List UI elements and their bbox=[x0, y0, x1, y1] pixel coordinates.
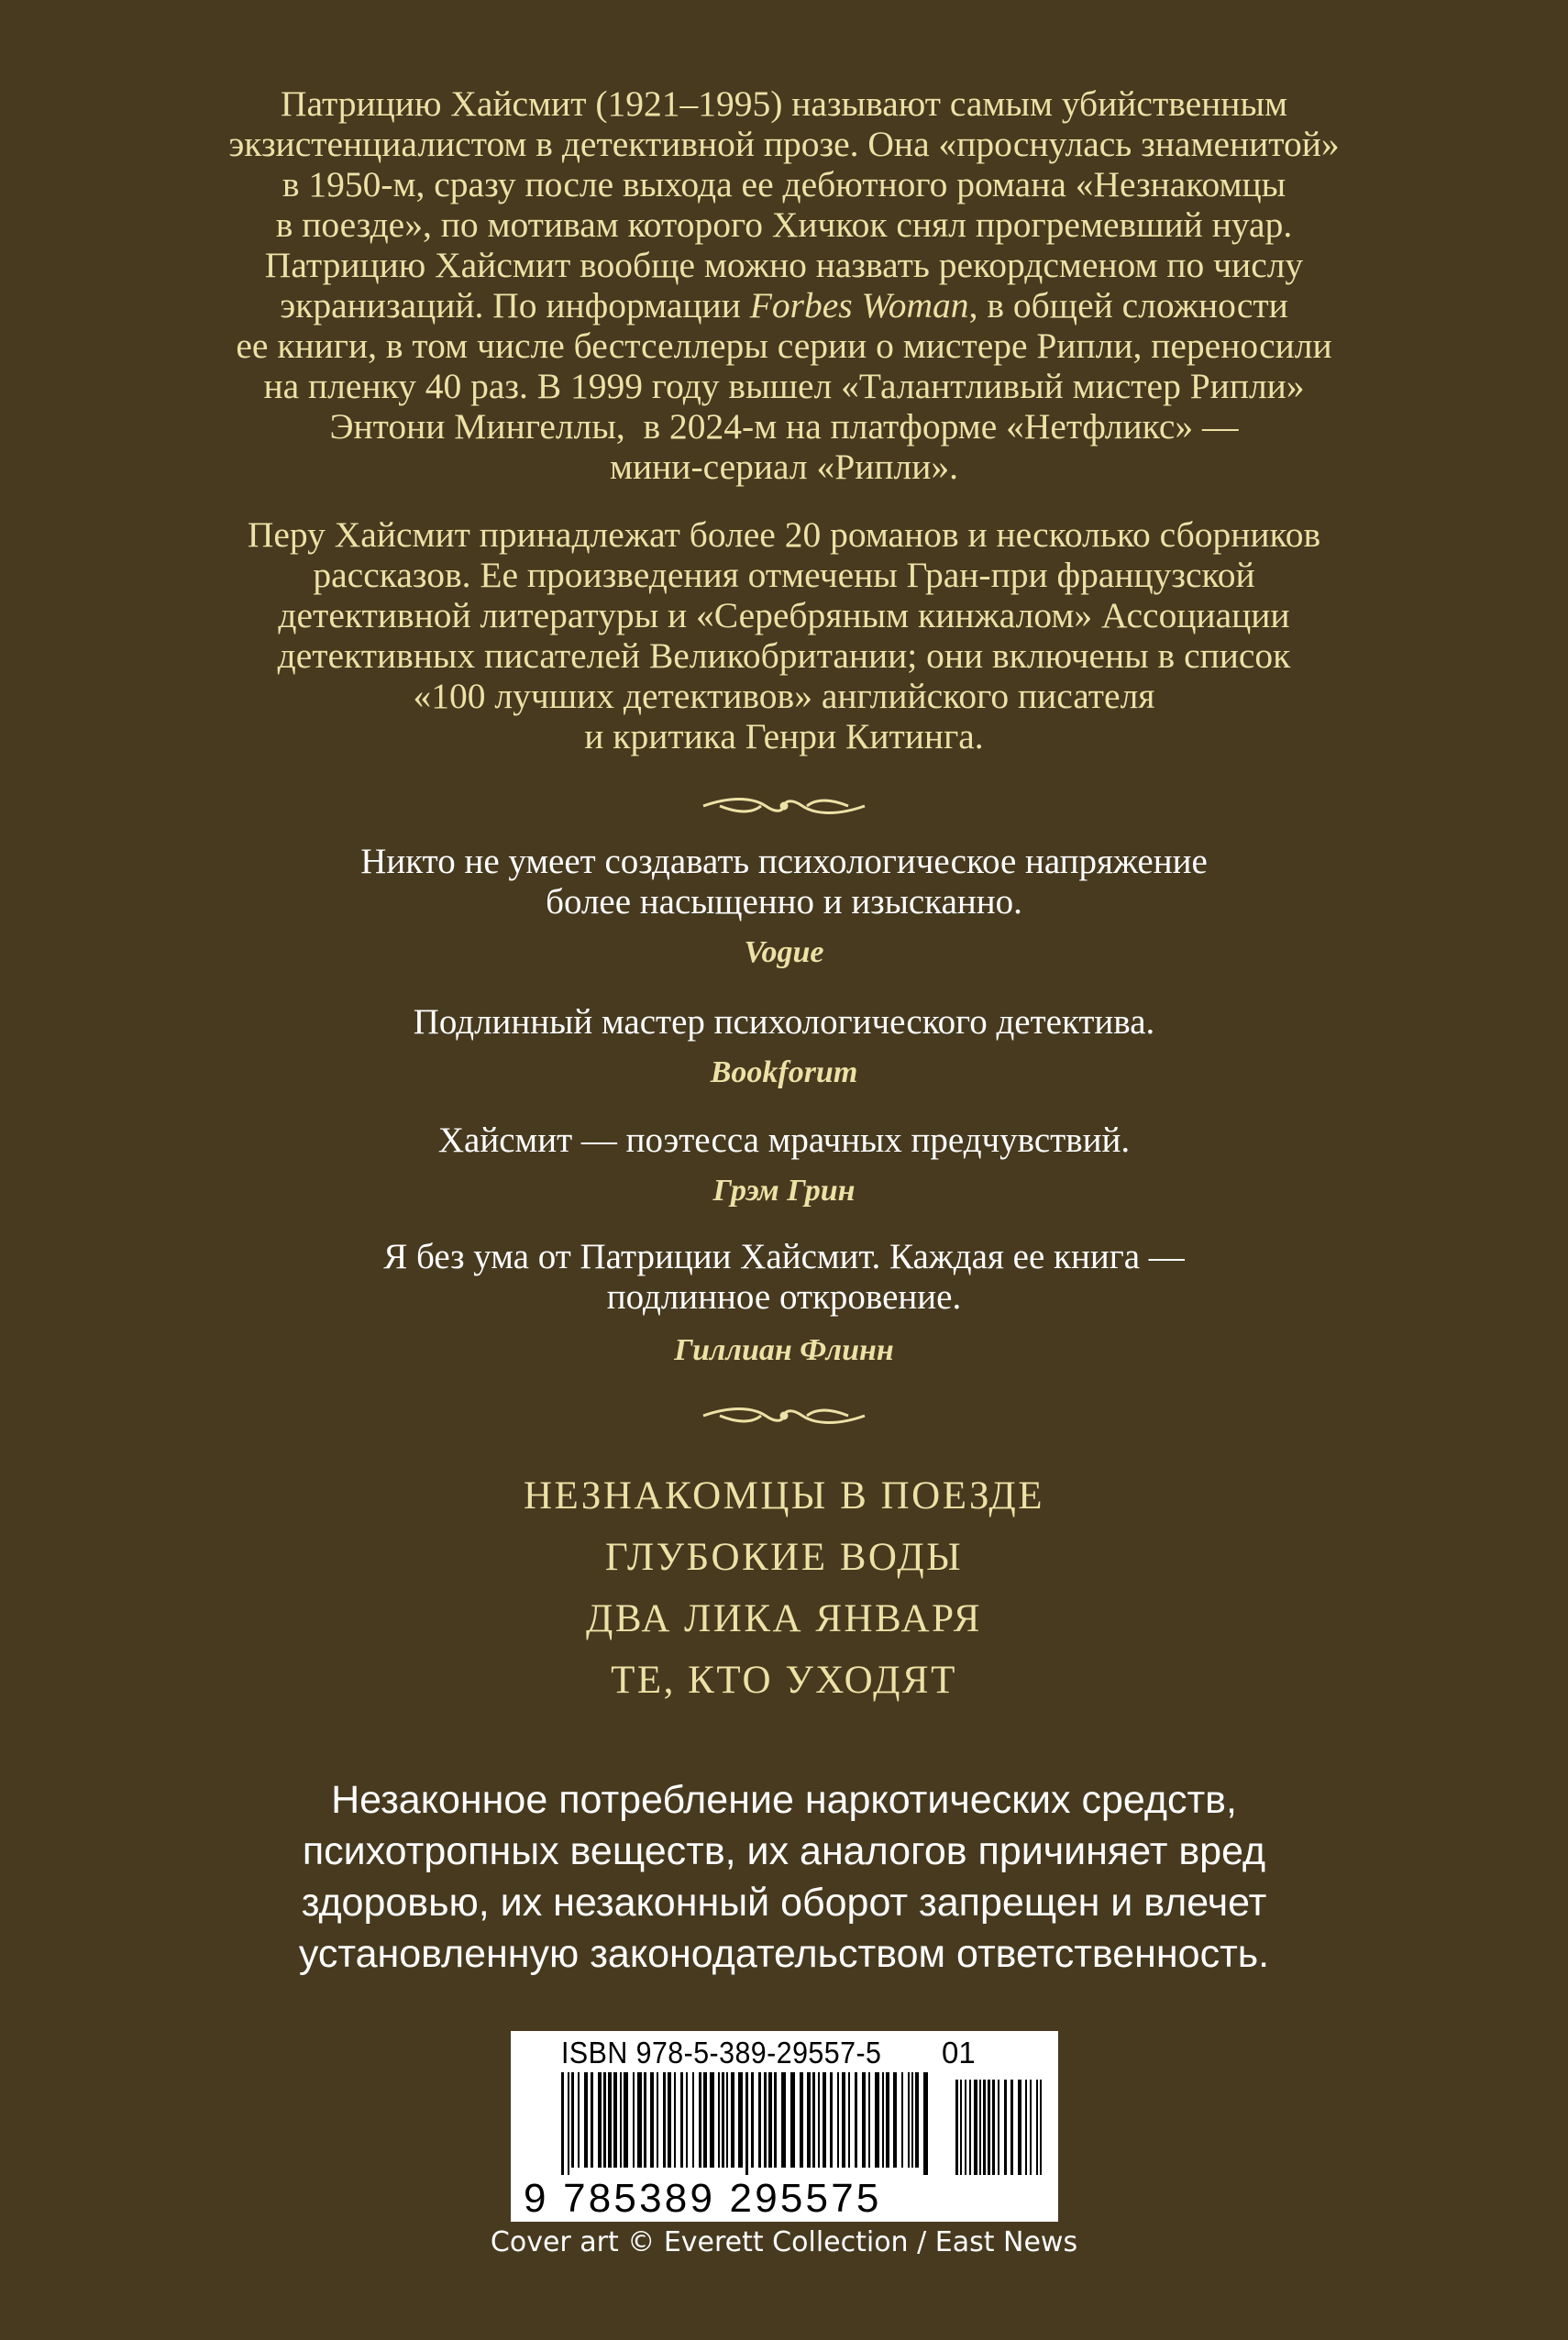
bio-line: детективной литературы и «Серебряным кинжалом» Ассоциации bbox=[278, 595, 1290, 635]
quote-line: более насыщенно и изысканно. bbox=[546, 882, 1022, 922]
barcode-bar bbox=[768, 2072, 772, 2168]
barcode-bar bbox=[591, 2072, 593, 2168]
quote-1-source: Vogue bbox=[744, 935, 824, 969]
barcode-bar bbox=[624, 2072, 628, 2168]
barcode-bar bbox=[578, 2072, 580, 2168]
barcode-bar bbox=[731, 2072, 734, 2168]
quote-1-text bbox=[0, 842, 1568, 922]
isbn-number: ISBN 978-5-389-29557-5 bbox=[561, 2036, 882, 2070]
barcode-addon-bar bbox=[1004, 2080, 1007, 2175]
barcode-bar bbox=[710, 2072, 714, 2168]
bio-line: и критика Генри Китинга. bbox=[584, 716, 984, 756]
quote-4-source: Гиллиан Флинн bbox=[674, 1333, 894, 1367]
barcode-bar bbox=[571, 2072, 574, 2168]
barcode-bar bbox=[738, 2072, 743, 2168]
barcode-addon-bar bbox=[998, 2080, 999, 2175]
barcode-bar bbox=[603, 2072, 606, 2168]
barcode-addon-bar bbox=[1040, 2080, 1042, 2175]
barcode-addon-bar bbox=[983, 2080, 986, 2175]
barcode-bar bbox=[781, 2072, 786, 2168]
bio-line: «100 лучших детективов» английского писателя bbox=[413, 676, 1155, 716]
barcode-bar bbox=[584, 2072, 588, 2168]
barcode-bar bbox=[868, 2072, 870, 2168]
barcode-digits: 9 785389 295575 bbox=[524, 2176, 882, 2221]
book-title: НЕЗНАКОМЦЫ В ПОЕЗДЕ bbox=[523, 1474, 1045, 1518]
barcode-bar bbox=[886, 2072, 889, 2168]
barcode-bar bbox=[855, 2072, 857, 2168]
quote-2-source: Bookforum bbox=[710, 1055, 858, 1089]
barcode-bar bbox=[812, 2072, 815, 2168]
legal-warning bbox=[0, 1774, 1568, 1980]
barcode-bar bbox=[830, 2072, 833, 2168]
barcode-bar bbox=[608, 2072, 612, 2168]
barcode-bar bbox=[674, 2072, 676, 2168]
barcode-bar bbox=[901, 2072, 903, 2168]
book-title: ДВА ЛИКА ЯНВАРЯ bbox=[586, 1597, 982, 1640]
bio-paragraph-2 bbox=[0, 514, 1568, 756]
barcode-addon-bar bbox=[969, 2080, 971, 2175]
bio-line: экзистенциалистом в детективной прозе. Она «проснулась знаменитой» bbox=[228, 124, 1340, 164]
bio-line: в 1950-м, сразу после выхода ее дебютного романа «Незнакомцы bbox=[282, 164, 1286, 204]
barcode-bar bbox=[745, 2072, 748, 2175]
quote-line: Я без ума от Патриции Хайсмит. Каждая ее книга — bbox=[383, 1237, 1185, 1276]
bio-line: Патрицию Хайсмит (1921–1995) называют самым убийственным bbox=[281, 83, 1287, 124]
barcode-bar bbox=[703, 2072, 707, 2168]
barcode-bar bbox=[818, 2072, 820, 2168]
bio-line: Перу Хайсмит принадлежат более 20 романов и несколько сборников bbox=[247, 514, 1321, 555]
barcode-addon-bar bbox=[992, 2080, 995, 2175]
barcode-addon-bar bbox=[979, 2080, 981, 2175]
barcode-bar bbox=[807, 2072, 811, 2168]
barcode-addon-bar bbox=[965, 2080, 966, 2175]
isbn-barcode bbox=[511, 2031, 1058, 2222]
bio-line: мини-сериал «Рипли». bbox=[610, 447, 958, 487]
barcode-addon: 01 bbox=[942, 2036, 976, 2070]
warning-line: психотропных веществ, их аналогов причиняет вред bbox=[302, 1829, 1266, 1873]
quote-3-source: Грэм Грин bbox=[712, 1174, 856, 1208]
barcode-bar bbox=[837, 2072, 839, 2168]
barcode-bar bbox=[657, 2072, 658, 2168]
warning-line: здоровью, их незаконный оборот запрещен и влечет bbox=[301, 1881, 1267, 1925]
barcode-bar bbox=[680, 2072, 683, 2168]
barcode-addon-bar bbox=[960, 2080, 962, 2175]
bio-line: в поезде», по мотивам которого Хичкок снял прогремевший нуар. bbox=[275, 204, 1293, 245]
barcode-bar bbox=[686, 2072, 688, 2168]
barcode-addon-bar bbox=[988, 2080, 990, 2175]
quote-line: подлинное откровение. bbox=[606, 1277, 962, 1317]
barcode-bar bbox=[911, 2072, 913, 2168]
barcode-bar bbox=[613, 2072, 617, 2168]
bio-line: детективных писателей Великобритании; они включены в список bbox=[277, 635, 1291, 676]
quote-3-text bbox=[0, 1120, 1568, 1161]
book-title: ГЛУБОКИЕ ВОДЫ bbox=[604, 1536, 964, 1579]
quote-line: Никто не умеет создавать психологическое напряжение bbox=[360, 842, 1208, 881]
quote-2-text bbox=[0, 1002, 1568, 1043]
barcode-bar bbox=[790, 2072, 795, 2168]
book-title: ТЕ, КТО УХОДЯТ bbox=[611, 1659, 957, 1702]
barcode-bar bbox=[722, 2072, 724, 2168]
barcode-bar bbox=[893, 2072, 897, 2168]
barcode-addon-bar bbox=[1036, 2080, 1038, 2175]
barcode-bar bbox=[620, 2072, 622, 2168]
barcode-bar bbox=[848, 2072, 850, 2168]
barcode-bar bbox=[923, 2072, 928, 2175]
barcode-bar bbox=[663, 2072, 666, 2168]
magazine-name: Forbes Woman bbox=[749, 285, 969, 326]
barcode-bar bbox=[633, 2072, 635, 2168]
quote-line: Подлинный мастер психологического детектива. bbox=[413, 1002, 1155, 1042]
barcode-bar bbox=[699, 2072, 701, 2168]
bio-line: рассказов. Ее произведения отмечены Гран-при французской bbox=[313, 555, 1255, 595]
bio-line-with-italic: экранизаций. По информации Forbes Woman, в общей сложности bbox=[280, 285, 1288, 326]
book-titles-list bbox=[0, 1465, 1568, 1711]
barcode-bar bbox=[650, 2072, 654, 2168]
barcode-addon-bar bbox=[1025, 2080, 1027, 2175]
ornament-divider-icon bbox=[701, 1397, 867, 1434]
barcode-addon-bar bbox=[1010, 2080, 1013, 2175]
barcode-bar bbox=[823, 2072, 826, 2168]
barcode-bar bbox=[842, 2072, 845, 2168]
cover-art-credit: Cover art © Everett Collection / East News bbox=[490, 2226, 1078, 2258]
barcode-bar bbox=[561, 2072, 564, 2175]
barcode-addon-bar bbox=[1030, 2080, 1032, 2175]
warning-line: Незаконное потребление наркотических средств, bbox=[331, 1778, 1237, 1822]
barcode-bar bbox=[908, 2072, 910, 2168]
barcode-bar bbox=[875, 2072, 879, 2168]
bio-line: Энтони Мингеллы, в 2024-м на платформе «Нетфликс» — bbox=[329, 406, 1239, 447]
barcode-addon-bar bbox=[955, 2080, 958, 2175]
barcode-bar bbox=[915, 2072, 919, 2168]
barcode-bar bbox=[568, 2072, 569, 2175]
barcode-bar bbox=[637, 2072, 642, 2168]
quote-4-text bbox=[0, 1237, 1568, 1318]
barcode-bars-icon bbox=[561, 2072, 1047, 2175]
warning-line: установленную законодательством ответственность. bbox=[298, 1932, 1270, 1976]
bio-paragraph-1 bbox=[0, 83, 1568, 487]
ornament-divider-icon bbox=[701, 788, 867, 824]
barcode-bar bbox=[644, 2072, 646, 2168]
barcode-bar bbox=[774, 2072, 777, 2168]
barcode-bar bbox=[800, 2072, 803, 2168]
barcode-bar bbox=[726, 2072, 728, 2168]
bio-line: на пленку 40 раз. В 1999 году вышел «Талантливый мистер Рипли» bbox=[263, 366, 1305, 406]
barcode-bar bbox=[862, 2072, 866, 2168]
barcode-bar bbox=[718, 2072, 720, 2168]
bio-line: Патрицию Хайсмит вообще можно назвать рекордсменом по числу bbox=[264, 245, 1304, 285]
barcode-bar bbox=[598, 2072, 602, 2168]
barcode-bar bbox=[692, 2072, 694, 2168]
barcode-bar bbox=[668, 2072, 671, 2168]
barcode-bar bbox=[882, 2072, 884, 2168]
barcode-bar bbox=[751, 2072, 754, 2168]
barcode-addon-bar bbox=[974, 2080, 977, 2175]
barcode-bar bbox=[764, 2072, 767, 2168]
barcode-addon-bar bbox=[1018, 2080, 1021, 2175]
quote-line: Хайсмит — поэтесса мрачных предчувствий. bbox=[437, 1120, 1131, 1160]
bio-line: ее книги, в том числе бестселлеры серии о мистере Рипли, переносили bbox=[236, 326, 1332, 366]
barcode-bar bbox=[758, 2072, 761, 2168]
